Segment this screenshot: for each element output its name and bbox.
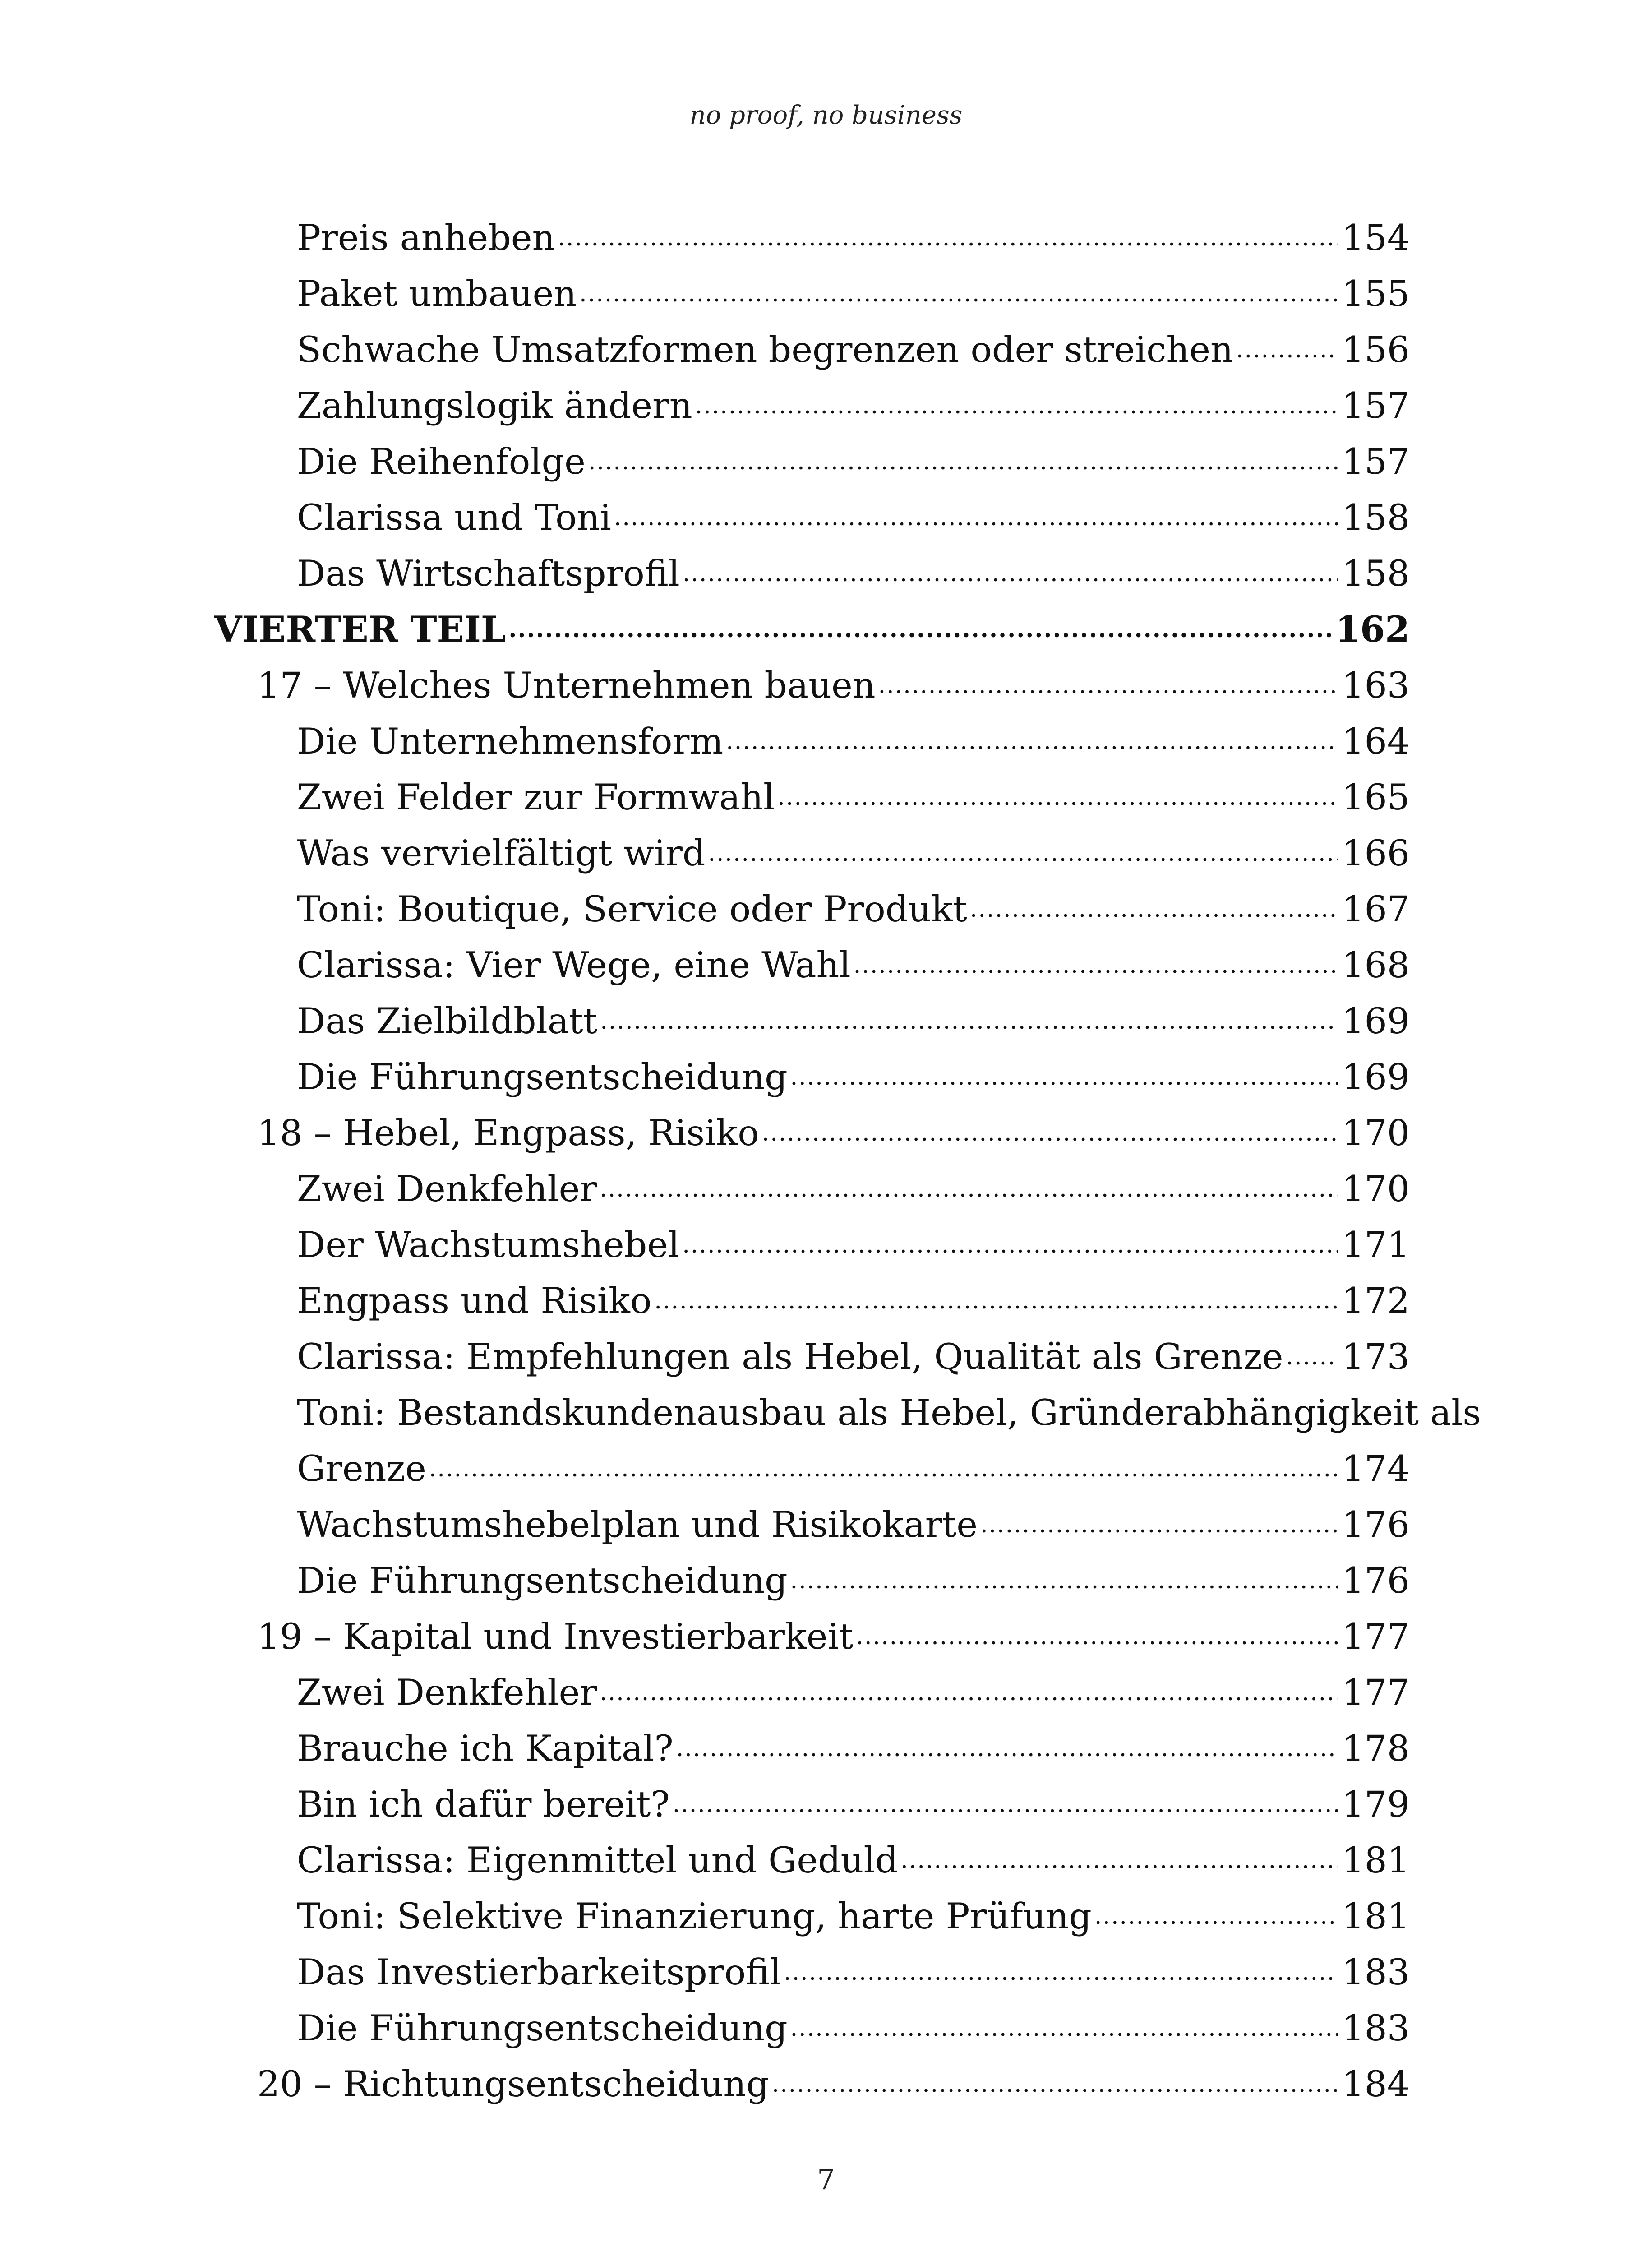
toc-entry[interactable] <box>214 881 1410 937</box>
toc-chapter-title: 18 – Hebel, Engpass, Risiko <box>257 1112 759 1154</box>
toc-entry-title: Preis anheben <box>297 217 555 259</box>
toc-entry[interactable] <box>214 322 1410 378</box>
table-of-contents <box>214 210 1481 2112</box>
toc-entry[interactable] <box>214 266 1410 322</box>
dot-leader <box>579 266 1338 322</box>
toc-entry-title: Engpass und Risiko <box>297 1280 652 1322</box>
toc-entry-title: Der Wachstumshebel <box>297 1224 680 1266</box>
toc-entry-page: 171 <box>1342 1224 1410 1266</box>
toc-entry-title: Schwache Umsatzformen begrenzen oder streichen <box>297 329 1233 370</box>
toc-chapter-entry[interactable] <box>214 1105 1410 1161</box>
toc-entry-page: 184 <box>1342 2063 1410 2105</box>
toc-entry-title: Zwei Denkfehler <box>297 1672 597 1713</box>
toc-entry-page: 173 <box>1342 1336 1410 1378</box>
toc-entry[interactable] <box>214 713 1410 769</box>
toc-entry-title: Toni: Bestandskundenausbau als Hebel, Gründerabhängigkeit als <box>297 1392 1481 1433</box>
toc-entry[interactable] <box>214 1329 1410 1385</box>
toc-entry[interactable] <box>214 434 1410 490</box>
toc-entry-page: 170 <box>1342 1168 1410 1210</box>
dot-leader <box>1236 322 1338 378</box>
toc-entry-page: 162 <box>1335 608 1410 650</box>
toc-entry-page: 183 <box>1342 1951 1410 1993</box>
dot-leader <box>772 2056 1338 2112</box>
toc-entry-title: Toni: Boutique, Service oder Produkt <box>297 888 967 930</box>
page-number: 7 <box>817 2163 835 2196</box>
toc-entry-page: 178 <box>1342 1728 1410 1769</box>
toc-entry[interactable] <box>214 490 1410 546</box>
toc-entry-title: Clarissa: Empfehlungen als Hebel, Qualität als Grenze <box>297 1336 1283 1378</box>
toc-entry[interactable] <box>214 210 1410 266</box>
toc-entry-page: 158 <box>1342 553 1410 594</box>
toc-entry-page: 174 <box>1342 1448 1410 1489</box>
toc-entry-title: Zwei Denkfehler <box>297 1168 597 1210</box>
toc-entry-title: Zahlungslogik ändern <box>297 385 692 426</box>
toc-entry-page: 169 <box>1342 1056 1410 1098</box>
toc-entry[interactable] <box>214 1217 1410 1273</box>
toc-entry-page: 163 <box>1342 665 1410 706</box>
toc-entry[interactable] <box>214 1664 1410 1720</box>
toc-chapter-title: 19 – Kapital und Investierbarkeit <box>257 1616 854 1657</box>
toc-entry-title: Die Führungsentscheidung <box>297 1056 788 1098</box>
dot-leader <box>784 1944 1338 2000</box>
toc-entry-title: Toni: Selektive Finanzierung, harte Prüfung <box>297 1895 1092 1937</box>
toc-entry[interactable] <box>214 2000 1410 2056</box>
dot-leader <box>683 546 1338 601</box>
toc-entry-page: 155 <box>1342 273 1410 314</box>
toc-entry-title: Die Führungsentscheidung <box>297 1560 788 1601</box>
dot-leader <box>970 881 1338 937</box>
toc-entry-page: 176 <box>1342 1504 1410 1545</box>
toc-entry-title: Die Unternehmensform <box>297 721 724 762</box>
dot-leader <box>777 769 1338 825</box>
toc-entry-title: Zwei Felder zur Formwahl <box>297 777 775 818</box>
toc-entry[interactable] <box>214 1273 1410 1329</box>
toc-entry-page: 154 <box>1342 217 1410 259</box>
toc-entry-continuation <box>297 1441 1410 1497</box>
toc-entry-page: 181 <box>1342 1840 1410 1881</box>
dot-leader <box>878 657 1338 713</box>
toc-entry-title: Die Reihenfolge <box>297 441 586 482</box>
dot-leader <box>790 1049 1338 1105</box>
toc-entry-page: 168 <box>1342 944 1410 986</box>
dot-leader <box>600 1664 1338 1720</box>
dot-leader <box>762 1105 1338 1161</box>
toc-entry-title: Clarissa: Vier Wege, eine Wahl <box>297 944 851 986</box>
dot-leader <box>600 993 1338 1049</box>
toc-entry-page: 183 <box>1342 2007 1410 2049</box>
toc-entry[interactable] <box>214 1832 1410 1888</box>
toc-entry-page: 177 <box>1342 1616 1410 1657</box>
toc-entry-title: Das Zielbildblatt <box>297 1000 598 1042</box>
dot-leader <box>600 1161 1338 1217</box>
dot-leader <box>676 1720 1338 1776</box>
toc-entry[interactable] <box>214 1049 1410 1105</box>
running-head: no proof, no business <box>689 101 963 130</box>
toc-entry-title: Das Wirtschaftsprofil <box>297 553 680 594</box>
toc-entry[interactable] <box>214 937 1410 993</box>
dot-leader <box>980 1497 1338 1553</box>
toc-entry[interactable] <box>214 1720 1410 1776</box>
toc-entry[interactable] <box>214 1888 1410 1944</box>
dot-leader <box>588 434 1338 490</box>
toc-entry[interactable] <box>214 1553 1410 1609</box>
toc-entry-title: Das Investierbarkeitsprofil <box>297 1951 781 1993</box>
dot-leader <box>429 1441 1338 1497</box>
toc-chapter-entry[interactable] <box>214 1609 1410 1664</box>
dot-leader <box>856 1609 1338 1664</box>
toc-entry-title-continued: Grenze <box>297 1448 426 1489</box>
dot-leader <box>654 1273 1338 1329</box>
toc-chapter-title: 17 – Welches Unternehmen bauen <box>257 665 876 706</box>
toc-entry-title: Paket umbauen <box>297 273 577 314</box>
dot-leader <box>708 825 1338 881</box>
dot-leader <box>790 2000 1338 2056</box>
toc-part-entry[interactable] <box>214 601 1410 657</box>
dot-leader <box>558 210 1338 266</box>
toc-entry-title: Bin ich dafür bereit? <box>297 1784 670 1825</box>
toc-entry-page: 169 <box>1342 1000 1410 1042</box>
toc-entry[interactable] <box>214 1944 1410 2000</box>
toc-entry-page: 158 <box>1342 497 1410 538</box>
dot-leader <box>854 937 1338 993</box>
toc-entry[interactable] <box>214 378 1410 434</box>
toc-entry-page: 166 <box>1342 832 1410 874</box>
dot-leader <box>726 713 1338 769</box>
toc-entry-title: Wachstumshebelplan und Risikokarte <box>297 1504 978 1545</box>
dot-leader <box>682 1217 1338 1273</box>
toc-entry[interactable] <box>214 546 1410 601</box>
dot-leader <box>614 490 1338 546</box>
toc-entry-page: 157 <box>1342 385 1410 426</box>
toc-entry-page: 177 <box>1342 1672 1410 1713</box>
toc-entry-page: 181 <box>1342 1895 1410 1937</box>
dot-leader <box>508 601 1332 657</box>
toc-chapter-entry[interactable] <box>214 657 1410 713</box>
toc-part-title: VIERTER TEIL <box>214 608 506 650</box>
toc-entry-page: 170 <box>1342 1112 1410 1154</box>
dot-leader <box>900 1832 1338 1888</box>
toc-entry-title: Brauche ich Kapital? <box>297 1728 674 1769</box>
dot-leader <box>1286 1329 1338 1385</box>
toc-entry-title: Was vervielfältigt wird <box>297 832 706 874</box>
dot-leader <box>790 1553 1338 1609</box>
toc-entry-page: 164 <box>1342 721 1410 762</box>
toc-entry-title: Clarissa: Eigenmittel und Geduld <box>297 1840 898 1881</box>
toc-entry-page: 157 <box>1342 441 1410 482</box>
toc-chapter-entry[interactable] <box>214 2056 1410 2112</box>
toc-entry-page: 156 <box>1342 329 1410 370</box>
dot-leader <box>673 1776 1338 1832</box>
toc-entry[interactable] <box>214 1385 1481 1497</box>
toc-entry[interactable] <box>214 1776 1410 1832</box>
toc-chapter-title: 20 – Richtungsentscheidung <box>257 2063 769 2105</box>
toc-entry[interactable] <box>214 1497 1410 1553</box>
toc-entry[interactable] <box>214 825 1410 881</box>
dot-leader <box>1094 1888 1338 1944</box>
dot-leader <box>695 378 1338 434</box>
toc-entry-page: 165 <box>1342 777 1410 818</box>
toc-entry-title: Die Führungsentscheidung <box>297 2007 788 2049</box>
toc-entry[interactable] <box>214 993 1410 1049</box>
toc-entry[interactable] <box>214 1161 1410 1217</box>
toc-entry-page: 167 <box>1342 888 1410 930</box>
toc-entry[interactable] <box>214 769 1410 825</box>
toc-entry-page: 172 <box>1342 1280 1410 1322</box>
toc-entry-page: 176 <box>1342 1560 1410 1601</box>
toc-entry-page: 179 <box>1342 1784 1410 1825</box>
toc-entry-title: Clarissa und Toni <box>297 497 611 538</box>
